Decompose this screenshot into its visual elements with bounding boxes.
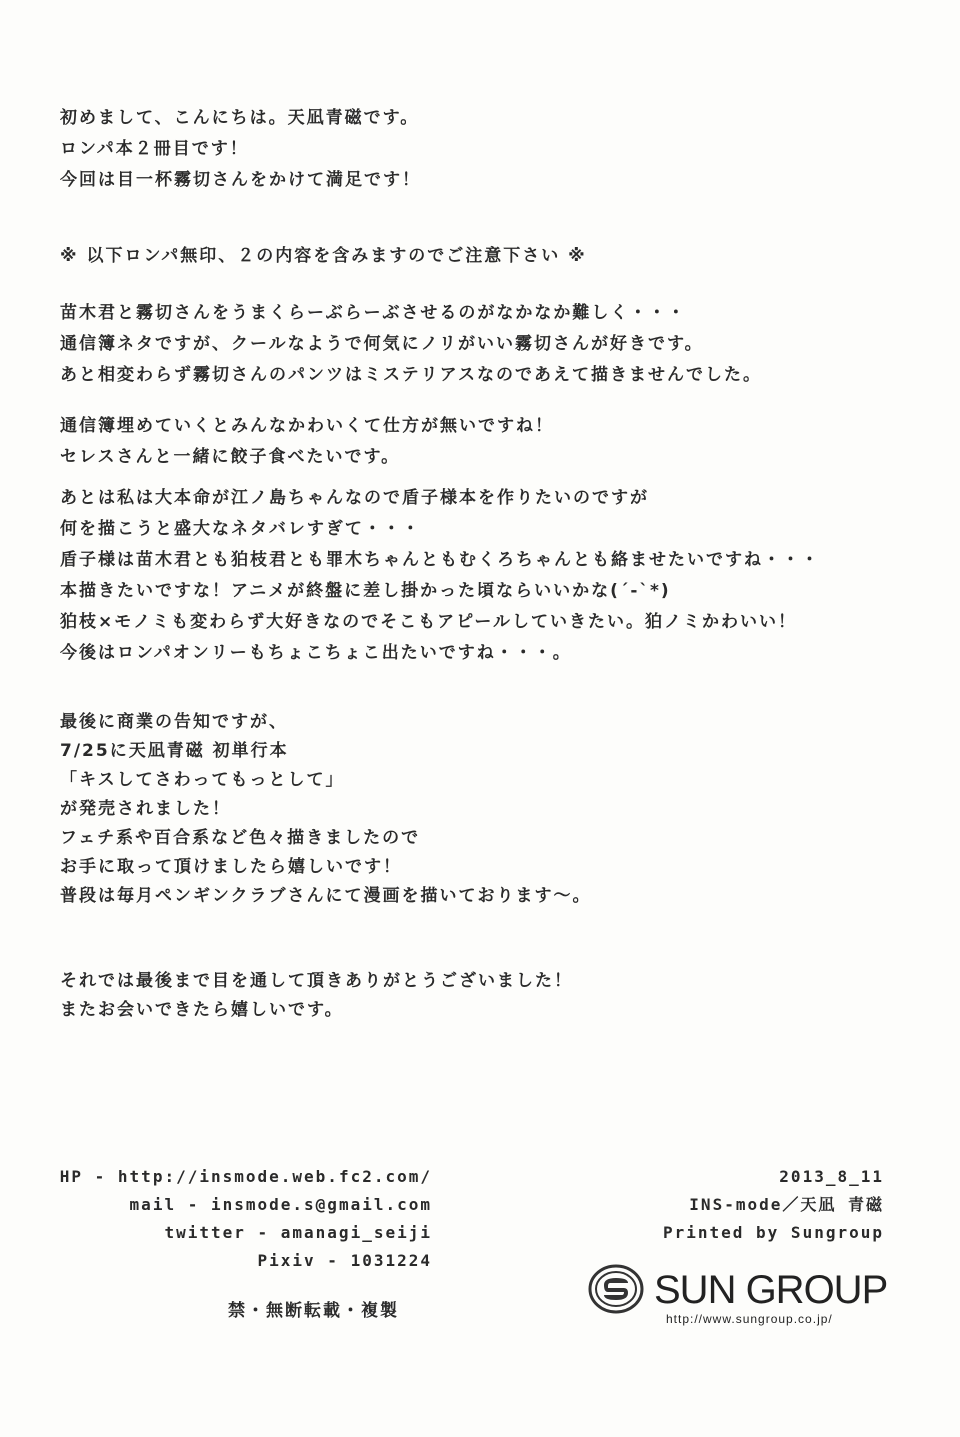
body-line: 苗木君と霧切さんをうまくらーぶらーぶさせるのがなかなか難しく・・・ xyxy=(60,303,687,323)
body-line: 狛枝×モノミも変わらず大好きなのでそこもアピールしていきたい。狛ノミかわいい！ xyxy=(60,612,798,632)
contact-info xyxy=(60,1163,432,1275)
warning-line-block xyxy=(60,242,920,270)
paragraph-5 xyxy=(60,967,920,1025)
body-line: それでは最後まで目を通して頂きありがとうございました！ xyxy=(60,971,573,991)
body-line: お手に取って頂けましたら嬉しいです！ xyxy=(60,857,402,877)
homepage-link: HP - http://insmode.web.fc2.com/ xyxy=(59,1167,432,1186)
body-line: 通信簿埋めていくとみんなかわいくて仕方が無いですね！ xyxy=(60,416,554,436)
sungroup-name: SUN GROUP xyxy=(654,1268,888,1312)
body-line: 今後はロンパオンリーもちょこちょこ出たいですね・・・。 xyxy=(60,643,572,663)
publication-credits xyxy=(663,1163,884,1247)
intro-line: ロンパ本２冊目です！ xyxy=(60,139,249,159)
printer-credit: Printed by Sungroup xyxy=(662,1223,884,1242)
body-line: 何を描こうと盛大なネタバレすぎて・・・ xyxy=(60,519,421,539)
body-line: 本描きたいですな！アニメが終盤に差し掛かった頃ならいいかな(´-`*) xyxy=(60,581,671,601)
body-line: 「キスしてさわってもっとして」 xyxy=(60,770,345,790)
warning-text: ※ 以下ロンパ無印、２の内容を含みますのでご注意下さい ※ xyxy=(60,246,587,266)
sungroup-logo xyxy=(588,1262,888,1332)
body-line: またお会いできたら嬉しいです。 xyxy=(60,1000,344,1020)
body-line: が発売されました！ xyxy=(60,799,231,819)
paragraph-4 xyxy=(60,708,920,911)
twitter-handle: twitter - amanagi_seiji xyxy=(164,1223,432,1242)
body-line: あとは私は大本命が江ノ島ちゃんなので盾子様本を作りたいのですが xyxy=(60,488,649,508)
mail-address: mail - insmode.s@gmail.com xyxy=(129,1195,432,1214)
circle-name: INS-mode／天凪 青磁 xyxy=(689,1195,884,1214)
paragraph-3 xyxy=(60,483,920,669)
body-line: フェチ系や百合系など色々描きましたので xyxy=(60,828,421,848)
pixiv-id: Pixiv - 1031224 xyxy=(257,1251,432,1270)
sungroup-url: http://www.sungroup.co.jp/ xyxy=(666,1312,833,1326)
reprint-notice: 禁・無断転載・複製 xyxy=(228,1301,399,1321)
publication-date: 2013_8_11 xyxy=(779,1167,884,1186)
intro-line: 今回は目一杯霧切さんをかけて満足です！ xyxy=(60,170,421,190)
body-line: 通信簿ネタですが、クールなようで何気にノリがいい霧切さんが好きです。 xyxy=(60,334,704,354)
paragraph-1 xyxy=(60,298,920,391)
sungroup-mark-icon xyxy=(588,1264,644,1314)
paragraph-2 xyxy=(60,411,920,473)
body-line: 最後に商業の告知ですが、 xyxy=(60,712,288,732)
body-line: あと相変わらず霧切さんのパンツはミステリアスなのであえて描きませんでした。 xyxy=(60,365,762,385)
body-line: 7/25に天凪青磁 初単行本 xyxy=(60,741,289,761)
body-line: 普段は毎月ペンギンクラブさんにて漫画を描いております～。 xyxy=(60,886,592,906)
body-line: 盾子様は苗木君とも狛枝君とも罪木ちゃんともむくろちゃんとも絡ませたいですね・・・ xyxy=(60,550,820,570)
intro-paragraph xyxy=(60,103,920,196)
body-line: セレスさんと一緒に餃子食べたいです。 xyxy=(60,447,401,467)
intro-line: 初めまして、こんにちは。天凪青磁です。 xyxy=(60,108,420,128)
